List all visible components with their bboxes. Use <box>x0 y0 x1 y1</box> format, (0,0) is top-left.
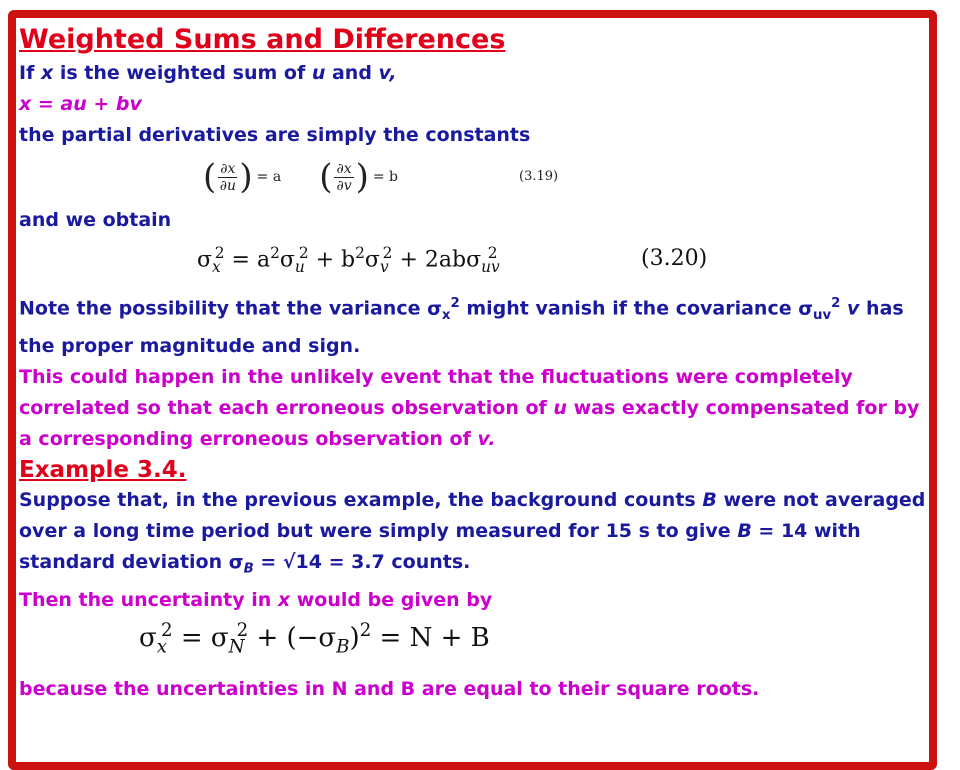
equation-3-19: ( $\frac{\partial x}{\partial u}$ ) = a ( $\frac{\partial x}{\partial v}$ ) = b (3.19) <box>203 157 559 197</box>
and-we-obtain: and we obtain <box>19 209 172 231</box>
frac-dx-du: $\frac{\partial x}{\partial u}$ <box>219 160 236 194</box>
note-line-1: Note the possibility that the variance $\sigma_x^2$ might vanish if the covariance $\sigma_{uv}^2$ v has <box>19 296 904 323</box>
equation-final: $\sigma_x^2 = \sigma_N^2 + (-\sigma_B)^2 = N + B$ <box>139 619 490 657</box>
example-title: Example 3.4. <box>19 456 187 483</box>
correlation-line-2: correlated so that each erroneous observation of u was exactly compensated for by <box>19 396 920 419</box>
example-line-3: standard deviation $\sigma_B = √14 = 3.7$ counts. <box>19 550 471 577</box>
equation-3-20: $\sigma_x^2 = a^2\sigma_u^2 + b^2\sigma_v^2 + 2ab\sigma_{uv}^2$ (3.20) <box>197 244 708 276</box>
equation-3-19-tag: (3.19) <box>519 169 559 184</box>
cut-off-line: because the uncertainties in N and B are equal to their square roots. <box>19 677 760 700</box>
correlation-line-3: a corresponding erroneous observation of v. <box>19 427 496 450</box>
frac-dx-dv: $\frac{\partial x}{\partial v}$ <box>336 160 352 194</box>
note-line-2: the proper magnitude and sign. <box>19 334 361 357</box>
intro-line-2: x = au + bv <box>19 93 142 115</box>
intro-line-3: the partial derivatives are simply the constants <box>19 124 531 146</box>
intro-line-1: If x is the weighted sum of u and v, <box>19 62 397 84</box>
example-line-4: Then the uncertainty in x would be given by <box>19 588 493 611</box>
correlation-line-1: This could happen in the unlikely event that the fluctuations were completely <box>19 365 853 388</box>
slide-title: Weighted Sums and Differences <box>19 24 506 55</box>
example-line-1: Suppose that, in the previous example, the background counts B were not averaged <box>19 488 926 511</box>
example-line-2: over a long time period but were simply measured for 15 s to give B = 14 with <box>19 519 861 542</box>
equation-3-20-tag: (3.20) <box>641 246 708 271</box>
slide-content <box>19 22 949 705</box>
